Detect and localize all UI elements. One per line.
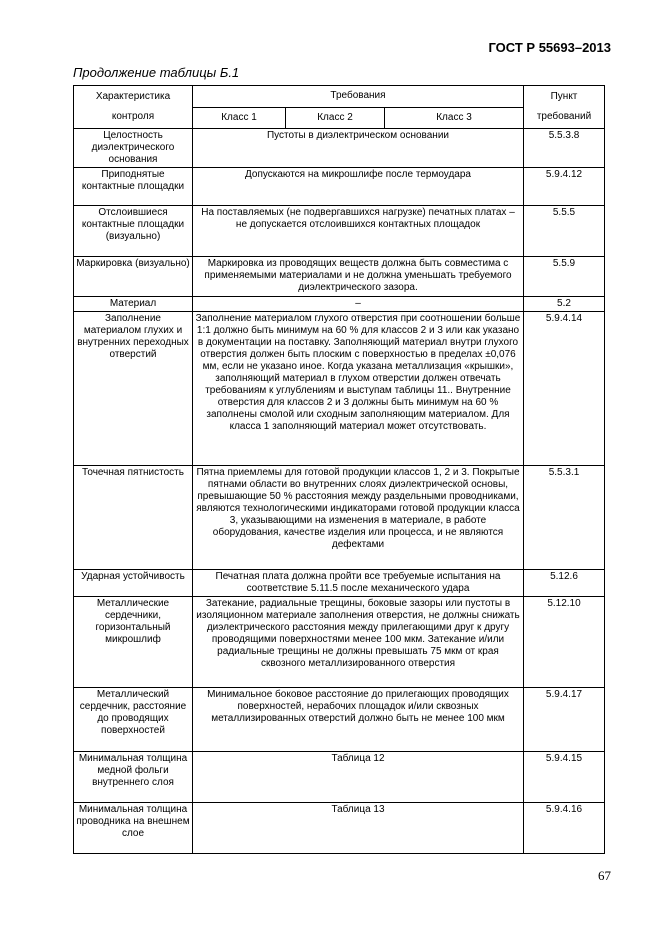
header-requirements: Требования: [193, 86, 524, 108]
row-characteristic: Ударная устойчивость: [74, 570, 193, 597]
table-continuation-caption: Продолжение таблицы Б.1: [73, 65, 240, 80]
row-requirement: На поставляемых (не подвергавшихся нагрузке) печатных платах – не допускается отслоившихся контактных площадок: [193, 206, 524, 257]
table-row: [74, 803, 605, 854]
row-clause: 5.12.6: [524, 570, 605, 597]
table-row: [74, 168, 605, 206]
row-clause: 5.5.3.1: [524, 466, 605, 570]
row-clause: 5.9.4.12: [524, 168, 605, 206]
row-requirement: Маркировка из проводящих веществ должна быть совместима с применяемыми материалами и не должна уменьшать требуемого диэлектрического зазора.: [193, 257, 524, 297]
row-characteristic: Металлический сердечник, расстояние до проводящих поверхностей: [74, 688, 193, 752]
row-clause: 5.9.4.17: [524, 688, 605, 752]
table-row: [74, 129, 605, 168]
row-requirement: Допускаются на микрошлифе после термоудара: [193, 168, 524, 206]
row-requirement: Пустоты в диэлектрическом основании: [193, 129, 524, 168]
row-clause: 5.5.9: [524, 257, 605, 297]
row-characteristic: Приподнятые контактные площадки: [74, 168, 193, 206]
row-clause: 5.2: [524, 297, 605, 312]
table-row: [74, 257, 605, 297]
requirements-table: [73, 85, 605, 854]
row-requirement: –: [193, 297, 524, 312]
table-row: [74, 466, 605, 570]
row-characteristic: Металлические сердечники, горизонтальный микрошлиф: [74, 597, 193, 688]
row-characteristic: Целостность диэлектрического основания: [74, 129, 193, 168]
row-characteristic: Маркировка (визуально): [74, 257, 193, 297]
row-characteristic: Отслоившиеся контактные площадки (визуально): [74, 206, 193, 257]
table-row: [74, 597, 605, 688]
header-class-2: Класс 2: [286, 107, 385, 129]
row-characteristic: Точечная пятнистость: [74, 466, 193, 570]
header-class-3: Класс 3: [385, 107, 524, 129]
row-requirement: Печатная плата должна пройти все требуемые испытания на соответствие 5.11.5 после механического удара: [193, 570, 524, 597]
row-clause: 5.9.4.14: [524, 312, 605, 466]
row-requirement: Минимальное боковое расстояние до прилегающих проводящих поверхностей, нерабочих площадок и/или сквозных металлизированных отверстий должно быть не менее 100 мкм: [193, 688, 524, 752]
header-clause: Пункт требований: [524, 86, 605, 129]
row-clause: 5.5.3.8: [524, 129, 605, 168]
header-class-1: Класс 1: [193, 107, 286, 129]
page-number: 67: [598, 868, 611, 883]
row-requirement: Затекание, радиальные трещины, боковые зазоры или пустоты в изоляционном материале заполнения отверстия, не должны снижать диэлектрического расстояния между прилегающими друг к другу проводящими поверхностями менее 100 мкм. Затекание и/или радиальные трещины не должны превышать 75 мкм от края сквозного металлизированного отверстия: [193, 597, 524, 688]
standard-designation: ГОСТ Р 55693–2013: [488, 40, 611, 55]
table-row: [74, 752, 605, 803]
table-row: [74, 570, 605, 597]
row-clause: 5.12.10: [524, 597, 605, 688]
row-requirement: Таблица 12: [193, 752, 524, 803]
table-row: [74, 297, 605, 312]
table-row: [74, 688, 605, 752]
row-requirement: Пятна приемлемы для готовой продукции классов 1, 2 и 3. Покрытые пятнами области во внутренних слоях диэлектрической основы, превышающие 50 % расстояния между раздельными проводниками, являются технологическими индикаторами готовой продукции класса 3, указывающими на изменения в материале, в работе оборудования, качестве изделия или процесса, и не являются дефектами: [193, 466, 524, 570]
row-characteristic: Заполнение материалом глухих и внутренних переходных отверстий: [74, 312, 193, 466]
row-clause: 5.9.4.15: [524, 752, 605, 803]
row-requirement: Таблица 13: [193, 803, 524, 854]
header-characteristic: Характеристика контроля: [74, 86, 193, 129]
row-characteristic: Материал: [74, 297, 193, 312]
row-clause: 5.9.4.16: [524, 803, 605, 854]
row-clause: 5.5.5: [524, 206, 605, 257]
table-row: [74, 206, 605, 257]
table-row: [74, 312, 605, 466]
row-characteristic: Минимальная толщина проводника на внешнем слое: [74, 803, 193, 854]
row-requirement: Заполнение материалом глухого отверстия при соотношении больше 1:1 должно быть минимум на 60 % для классов 2 и 3 или как указано в документации на поставку. Заполняющий материал внутри глухого отверстия должен быть плоским с поверхностью в пределах ±0,076 мм, если не указано иное. Когда указана металлизация «крышки», заполняющий материал в глухом отверстии должен отвечать требованиям к углублениям и выступам таблицы 11.. Внутренние отверстия для классов 2 и 3 должны быть минимум на 60 % заполнены смолой или сходным заполняющим материалом. Для класса 1 заполняющий материал может отсутствовать.: [193, 312, 524, 466]
row-characteristic: Минимальная толщина медной фольги внутреннего слоя: [74, 752, 193, 803]
